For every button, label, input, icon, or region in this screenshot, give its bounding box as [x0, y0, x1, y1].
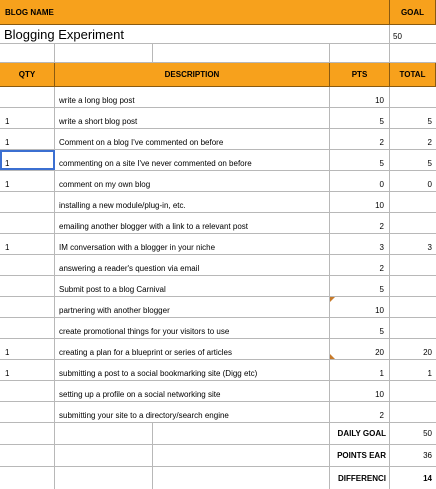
daily-goal-value[interactable]: 50 — [423, 429, 432, 438]
difference-value[interactable]: 14 — [423, 473, 432, 483]
blank-row — [0, 44, 436, 63]
pts-cell[interactable]: 5 — [330, 108, 390, 128]
blank-cell[interactable] — [0, 445, 55, 466]
description-header: DESCRIPTION — [55, 63, 330, 86]
blog-header-row — [0, 0, 436, 25]
table-row — [0, 192, 436, 213]
total-cell[interactable] — [390, 381, 436, 401]
blog-name-cell[interactable]: Blogging Experiment — [0, 25, 390, 43]
description-cell[interactable]: submitting your site to a directory/search engine — [55, 402, 330, 422]
blank-cell[interactable] — [55, 445, 153, 466]
pts-cell[interactable]: 5 — [330, 318, 390, 338]
blank-cell[interactable] — [0, 44, 55, 62]
qty-cell[interactable] — [0, 297, 55, 317]
qty-cell[interactable] — [0, 87, 55, 107]
daily-goal-label: DAILY GOAL — [330, 423, 390, 444]
blank-cell[interactable] — [55, 423, 153, 444]
pts-cell[interactable]: 10 — [330, 381, 390, 401]
description-cell[interactable]: comment on my own blog — [55, 171, 330, 191]
description-cell[interactable]: submitting a post to a social bookmarking site (Digg etc) — [55, 360, 330, 380]
description-cell[interactable]: installing a new module/plug-in, etc. — [55, 192, 330, 212]
qty-cell[interactable] — [0, 381, 55, 401]
total-header: TOTAL — [390, 63, 436, 86]
total-cell[interactable] — [390, 213, 436, 233]
qty-cell[interactable] — [0, 192, 55, 212]
pts-value: 10 — [375, 306, 384, 315]
total-cell[interactable]: 5 — [427, 159, 432, 168]
description-cell[interactable]: emailing another blogger with a link to a relevant post — [55, 213, 330, 233]
pts-cell[interactable]: 10 — [330, 87, 390, 107]
points-earned-value[interactable]: 36 — [423, 451, 432, 460]
total-cell[interactable] — [390, 87, 436, 107]
description-cell[interactable]: Comment on a blog I've commented on before — [55, 129, 330, 149]
blog-name-header: BLOG NAME — [0, 0, 390, 24]
blog-name-row — [0, 25, 436, 44]
daily-goal-row — [0, 423, 436, 445]
blank-cell[interactable] — [153, 467, 330, 489]
qty-cell[interactable]: 1 — [0, 108, 55, 128]
pts-cell[interactable]: 3 — [330, 234, 390, 254]
pts-cell[interactable]: 0 — [330, 171, 390, 191]
qty-cell[interactable] — [0, 276, 55, 296]
table-row — [0, 87, 436, 108]
description-cell[interactable]: creating a plan for a blueprint or series of articles — [55, 339, 330, 359]
column-header-row — [0, 63, 436, 87]
pts-cell[interactable] — [330, 339, 390, 359]
qty-cell[interactable]: 1 — [0, 360, 55, 380]
comment-marker-icon[interactable] — [330, 354, 335, 359]
table-row — [0, 150, 436, 171]
qty-cell[interactable]: 1 — [0, 171, 55, 191]
description-cell[interactable]: setting up a profile on a social networking site — [55, 381, 330, 401]
pts-header: PTS — [330, 63, 390, 86]
table-row — [0, 339, 436, 360]
pts-cell[interactable]: 1 — [330, 360, 390, 380]
description-cell[interactable]: Submit post to a blog Carnival — [55, 276, 330, 296]
pts-cell[interactable]: 2 — [330, 255, 390, 275]
pts-cell[interactable]: 10 — [330, 192, 390, 212]
total-cell[interactable] — [390, 255, 436, 275]
table-row — [0, 297, 436, 318]
description-cell[interactable]: write a long blog post — [55, 87, 330, 107]
qty-cell[interactable]: 1 — [0, 339, 55, 359]
total-cell[interactable] — [390, 402, 436, 422]
qty-cell[interactable] — [0, 213, 55, 233]
qty-cell[interactable] — [0, 318, 55, 338]
description-cell[interactable]: write a short blog post — [55, 108, 330, 128]
qty-cell[interactable] — [0, 255, 55, 275]
qty-cell[interactable]: 1 — [0, 234, 55, 254]
total-cell[interactable]: 1 — [427, 369, 432, 378]
table-row — [0, 276, 436, 297]
pts-cell[interactable]: 5 — [330, 150, 390, 170]
points-earned-label: POINTS EAR — [330, 445, 390, 466]
table-row — [0, 234, 436, 255]
table-row — [0, 318, 436, 339]
goal-header: GOAL — [390, 0, 436, 24]
pts-cell[interactable]: 2 — [330, 213, 390, 233]
blank-cell[interactable] — [153, 445, 330, 466]
qty-header: QTY — [0, 63, 55, 86]
table-row — [0, 255, 436, 276]
total-cell[interactable]: 20 — [423, 348, 432, 357]
total-cell[interactable] — [390, 297, 436, 317]
difference-row — [0, 467, 436, 489]
blank-cell[interactable] — [153, 44, 330, 62]
qty-cell[interactable]: 1 — [0, 129, 55, 149]
blank-cell[interactable] — [55, 44, 153, 62]
qty-cell-selected[interactable]: 1 — [0, 150, 55, 170]
blank-cell[interactable] — [55, 467, 153, 489]
total-cell[interactable]: 0 — [427, 180, 432, 189]
qty-cell[interactable] — [0, 402, 55, 422]
description-cell[interactable]: commenting on a site I've never commented on before — [55, 150, 330, 170]
difference-label: DIFFERENCI — [330, 467, 390, 489]
blank-cell[interactable] — [330, 44, 390, 62]
blank-cell[interactable] — [390, 44, 436, 62]
total-cell[interactable]: 2 — [427, 138, 432, 147]
pts-value: 20 — [375, 348, 384, 357]
total-cell[interactable]: 5 — [427, 117, 432, 126]
pts-cell[interactable]: 2 — [330, 129, 390, 149]
table-row — [0, 171, 436, 192]
total-cell[interactable] — [390, 276, 436, 296]
blank-cell[interactable] — [0, 423, 55, 444]
description-cell[interactable]: answering a reader's question via email — [55, 255, 330, 275]
description-cell[interactable]: create promotional things for your visitors to use — [55, 318, 330, 338]
table-row — [0, 129, 436, 150]
pts-cell[interactable] — [330, 297, 390, 317]
pts-cell[interactable]: 2 — [330, 402, 390, 422]
table-row — [0, 402, 436, 423]
description-cell[interactable]: IM conversation with a blogger in your niche — [55, 234, 330, 254]
table-row — [0, 381, 436, 402]
pts-cell[interactable]: 5 — [330, 276, 390, 296]
blank-cell[interactable] — [0, 467, 55, 489]
table-row — [0, 213, 436, 234]
total-cell[interactable]: 3 — [427, 243, 432, 252]
points-earned-row — [0, 445, 436, 467]
blank-cell[interactable] — [153, 423, 330, 444]
description-cell[interactable]: partnering with another blogger — [55, 297, 330, 317]
goal-cell[interactable]: 50 — [393, 32, 402, 41]
table-row — [0, 360, 436, 381]
comment-marker-icon[interactable] — [330, 297, 335, 302]
total-cell[interactable] — [390, 318, 436, 338]
table-row — [0, 108, 436, 129]
total-cell[interactable] — [390, 192, 436, 212]
